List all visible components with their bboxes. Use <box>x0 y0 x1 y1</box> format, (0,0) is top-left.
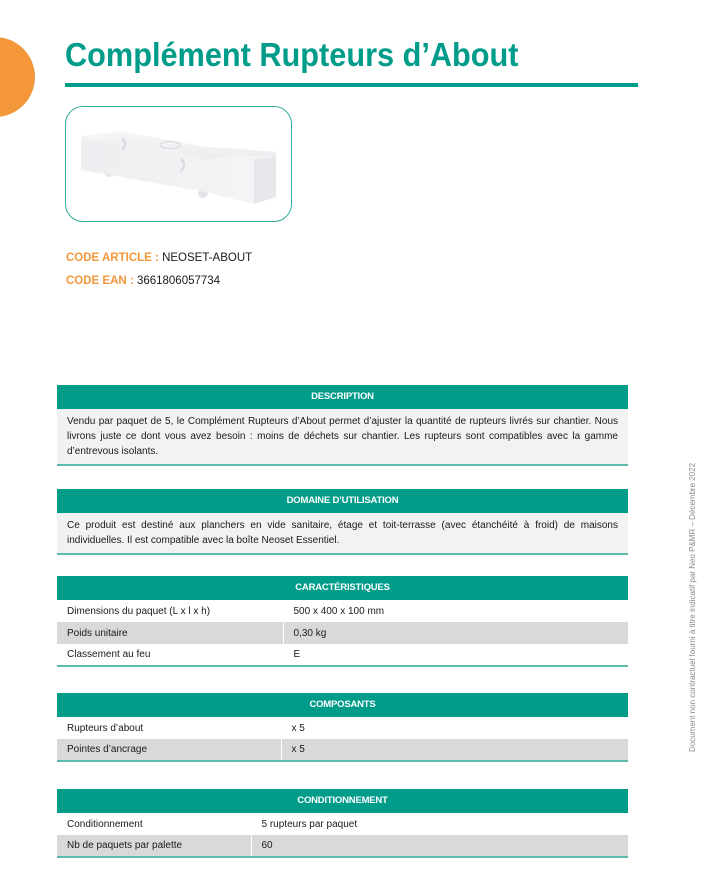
section-caracteristiques <box>57 576 628 667</box>
table-row <box>57 622 628 644</box>
row-label: Classement au feu <box>57 644 283 666</box>
row-value: 60 <box>251 835 628 857</box>
orange-circle-decoration <box>0 37 35 117</box>
row-value: E <box>283 644 628 666</box>
code-ean <box>66 275 220 287</box>
section-domaine <box>57 489 628 555</box>
row-value: x 5 <box>281 717 628 739</box>
row-label: Pointes d’ancrage <box>57 739 281 761</box>
code-ean-label: CODE EAN : <box>66 275 134 287</box>
row-label: Dimensions du paquet (L x l x h) <box>57 600 283 622</box>
section-conditionnement <box>57 789 628 858</box>
section-header-conditionnement: CONDITIONNEMENT <box>57 789 628 813</box>
row-label: Poids unitaire <box>57 622 283 644</box>
caracteristiques-table <box>57 600 628 667</box>
table-row <box>57 813 628 835</box>
domaine-text: Ce produit est destiné aux planchers en vide sanitaire, étage et toit-terrasse (avec étanchéité à froid) de maisons individuelles. Il est compatible avec la boîte Neoset Essentiel. <box>57 513 628 555</box>
section-header-caracteristiques: CARACTÉRISTIQUES <box>57 576 628 600</box>
description-text: Vendu par paquet de 5, le Complément Rupteurs d’About permet d’ajuster la quantité de rupteurs livrés sur chantier. Nous livrons juste ce dont vous avez besoin : moins de déchets sur chantier. Les rupteurs sont compatibles avec la gamme d’entrevous isolants. <box>57 409 628 466</box>
code-article <box>66 252 252 264</box>
code-article-label: CODE ARTICLE : <box>66 252 159 264</box>
product-image-frame <box>65 106 292 222</box>
row-label: Conditionnement <box>57 813 251 835</box>
section-description <box>57 385 628 466</box>
composants-table <box>57 717 628 762</box>
row-value: 0,30 kg <box>283 622 628 644</box>
row-value: x 5 <box>281 739 628 761</box>
title-divider <box>65 83 638 87</box>
row-label: Nb de paquets par palette <box>57 835 251 857</box>
table-row <box>57 644 628 666</box>
conditionnement-table <box>57 813 628 858</box>
section-composants <box>57 693 628 762</box>
section-header-composants: COMPOSANTS <box>57 693 628 717</box>
section-header-description: DESCRIPTION <box>57 385 628 409</box>
code-ean-value: 3661806057734 <box>136 275 221 287</box>
page-title: Complément Rupteurs d’About <box>65 36 519 73</box>
code-article-value: NEOSET-ABOUT <box>162 252 253 264</box>
disclaimer-note: Document non contractuel fourni à titre indicatif par Neo P&MR – Décembre 2022 <box>688 462 697 752</box>
product-image <box>66 107 292 222</box>
row-value: 500 x 400 x 100 mm <box>283 600 628 622</box>
row-value: 5 rupteurs par paquet <box>251 813 628 835</box>
table-row <box>57 717 628 739</box>
table-row <box>57 739 628 761</box>
table-row <box>57 835 628 857</box>
table-row <box>57 600 628 622</box>
row-label: Rupteurs d’about <box>57 717 281 739</box>
section-header-domaine: DOMAINE D’UTILISATION <box>57 489 628 513</box>
